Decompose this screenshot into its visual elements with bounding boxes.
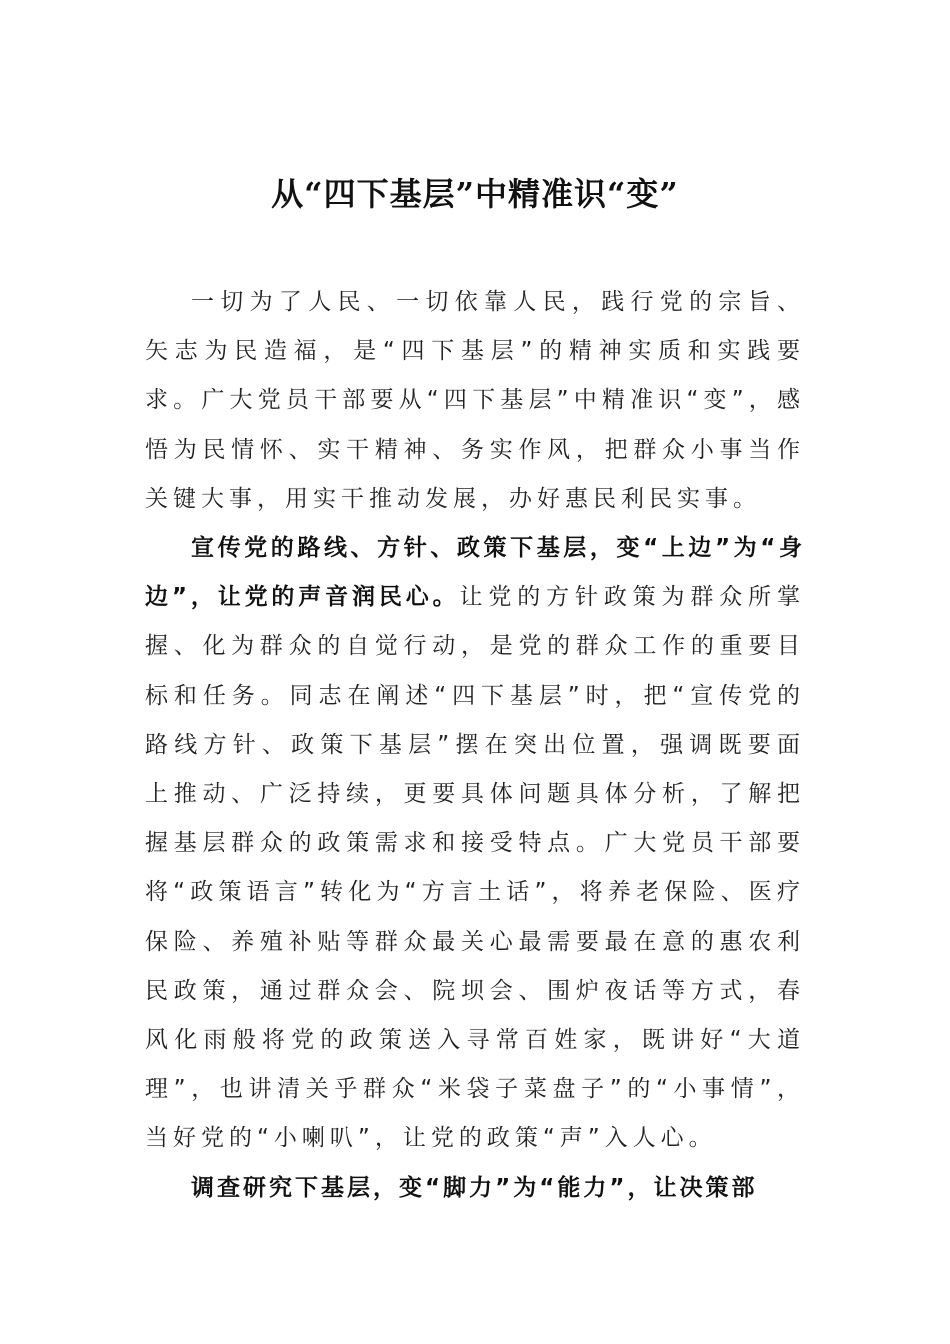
paragraph-policy [145, 524, 805, 1164]
document-title: 从“四下基层”中精准识“变” [271, 175, 679, 213]
paragraph-text: 让党的方针政策为群众所掌握、化为群众的自觉行动，是党的群众工作的重要目标和任务。同志在阐述“四下基层”时，把“宣传党的路线方针、政策下基层”摆在突出位置，强调既要面上推动、广泛持续，更要具体问题具体分析，了解把握基层群众的政策需求和接受特点。广大党员干部要将“政策语言”转化为“方言土话”，将养老保险、医疗保险、养殖补贴等群众最关心最需要最在意的惠农利民政策，通过群众会、院坝会、围炉夜话等方式，春风化雨般将党的政策送入寻常百姓家，既讲好“大道理”，也讲清关乎群众“米袋子菜盘子”的“小事情”，当好党的“小喇叭”，让党的政策“声”入人心。 [145, 584, 806, 1152]
paragraph-lead: 调查研究下基层，变“脚力”为“能力”，让决策部 [191, 1174, 758, 1201]
paragraph-research [145, 1164, 805, 1213]
paragraph-text: 一切为了人民、一切依靠人民，践行党的宗旨、矢志为民造福，是“四下基层”的精神实质和实践要求。广大党员干部要从“四下基层”中精准识“变”，感悟为民情怀、实干精神、务实作风，把群众小事当作关键大事，用实干推动发展，办好惠民利民实事。 [145, 289, 805, 512]
paragraph-lead: 宣传党的路线、方针、政策下基层，变“上边”为“身边”，让党的声音润民心。 [145, 535, 805, 611]
document-body [145, 278, 805, 1213]
paragraph-intro [145, 278, 805, 524]
